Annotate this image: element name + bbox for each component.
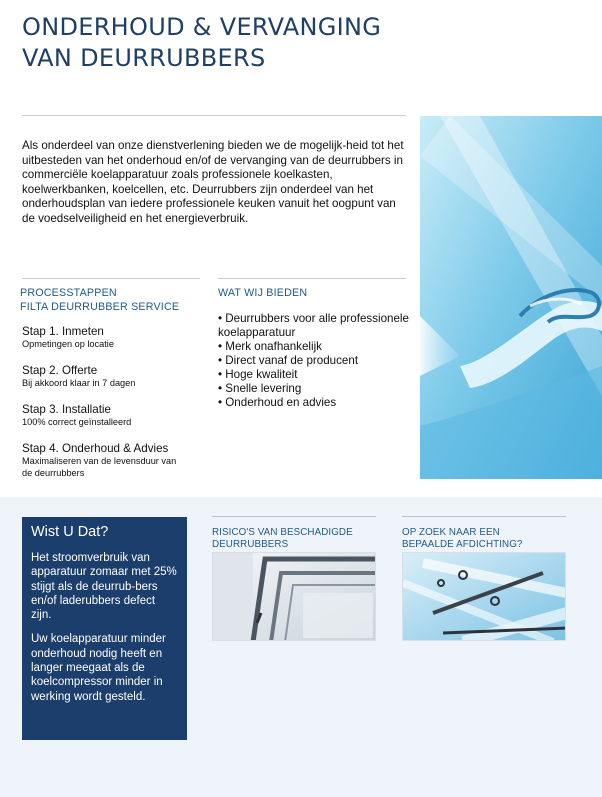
page-title-line-2: VAN DEURRUBBERS (22, 44, 266, 72)
offer-divider (218, 278, 406, 279)
risk-card-heading-line-1: RISICO'S VAN BESCHADIGDE (212, 527, 353, 538)
process-heading (20, 286, 210, 314)
intro-divider (22, 115, 406, 116)
wist-u-dat-fact-1: Het stroomverbruik van apparatuur zomaar met 25% stijgt als de deurrub-bers en/of laderubbers defect zijn. (31, 552, 177, 622)
step-description: Bij akkoord klaar in 7 dagen (22, 378, 136, 388)
process-divider (22, 278, 200, 279)
wist-u-dat-fact-2: Uw koelapparatuur minder onderhoud nodig heeft en langer meegaat als de koelcompressor minder in werking wordt gesteld. (31, 633, 166, 703)
intro-paragraph: Als onderdeel van onze dienstverlening bieden we de mogelijk-heid tot het uitbesteden van het onderhoud en/of de vervanging van de deurrubbers in commerciële koelapparatuur zoals professionele koelkasten, koelwerkbanken, koelcellen, etc. Deurrubbers zijn onderdeel van het onderhoudsplan van iedere professionele keuken vanuit het oogpunt van de voedselveiligheid en het energieverbruik. (22, 139, 404, 225)
wist-u-dat-title: Wist U Dat? (31, 524, 109, 540)
search-card-heading-line-2: BEPAALDE AFDICHTING? (402, 539, 523, 550)
process-step (22, 325, 212, 351)
search-card-heading (402, 527, 577, 551)
process-step (22, 442, 182, 479)
step-description: Maximaliseren van de levensduur van de deurrubbers (22, 456, 177, 478)
search-card-heading-line-1: OP ZOEK NAAR EEN (402, 527, 500, 538)
hero-gasket-image (420, 116, 602, 479)
step-title: Stap 1. Inmeten (22, 325, 104, 338)
page-title-line-1: ONDERHOUD & VERVANGING (22, 13, 382, 41)
gasket-profiles-illustration (403, 553, 566, 641)
offer-item: • Merk onafhankelijk (218, 340, 418, 354)
offer-heading: WAT WIJ BIEDEN (218, 287, 308, 299)
process-step (22, 403, 212, 429)
process-step (22, 364, 212, 390)
offer-item: • Snelle levering (218, 382, 418, 396)
process-heading-line-2: FILTA DEURRUBBER SERVICE (20, 301, 180, 313)
damaged-gasket-photo (212, 552, 376, 641)
gasket-illustration (420, 116, 602, 479)
step-title: Stap 2. Offerte (22, 364, 98, 377)
offer-item: • Hoge kwaliteit (218, 368, 418, 382)
risk-card-divider (212, 516, 376, 517)
step-description: 100% correct geïnstalleerd (22, 417, 132, 427)
offer-item: • Direct vanaf de producent (218, 354, 418, 368)
offer-item: • Onderhoud en advies (218, 396, 418, 410)
step-description: Opmetingen op locatie (22, 339, 114, 349)
step-title: Stap 4. Onderhoud & Advies (22, 442, 169, 455)
offer-item: • Deurrubbers voor alle professionele koelapparatuur (218, 312, 418, 340)
page-title (22, 12, 442, 74)
risk-card-heading-line-2: DEURRUBBERS (212, 539, 289, 550)
gasket-profiles-photo (402, 552, 566, 641)
search-card-divider (402, 516, 566, 517)
process-heading-line-1: PROCESSTAPPEN (20, 287, 117, 299)
offer-list (218, 312, 418, 410)
wist-u-dat-box (22, 517, 187, 740)
damaged-gasket-illustration (213, 553, 376, 641)
step-title: Stap 3. Installatie (22, 403, 111, 416)
risk-card-heading (212, 527, 382, 551)
